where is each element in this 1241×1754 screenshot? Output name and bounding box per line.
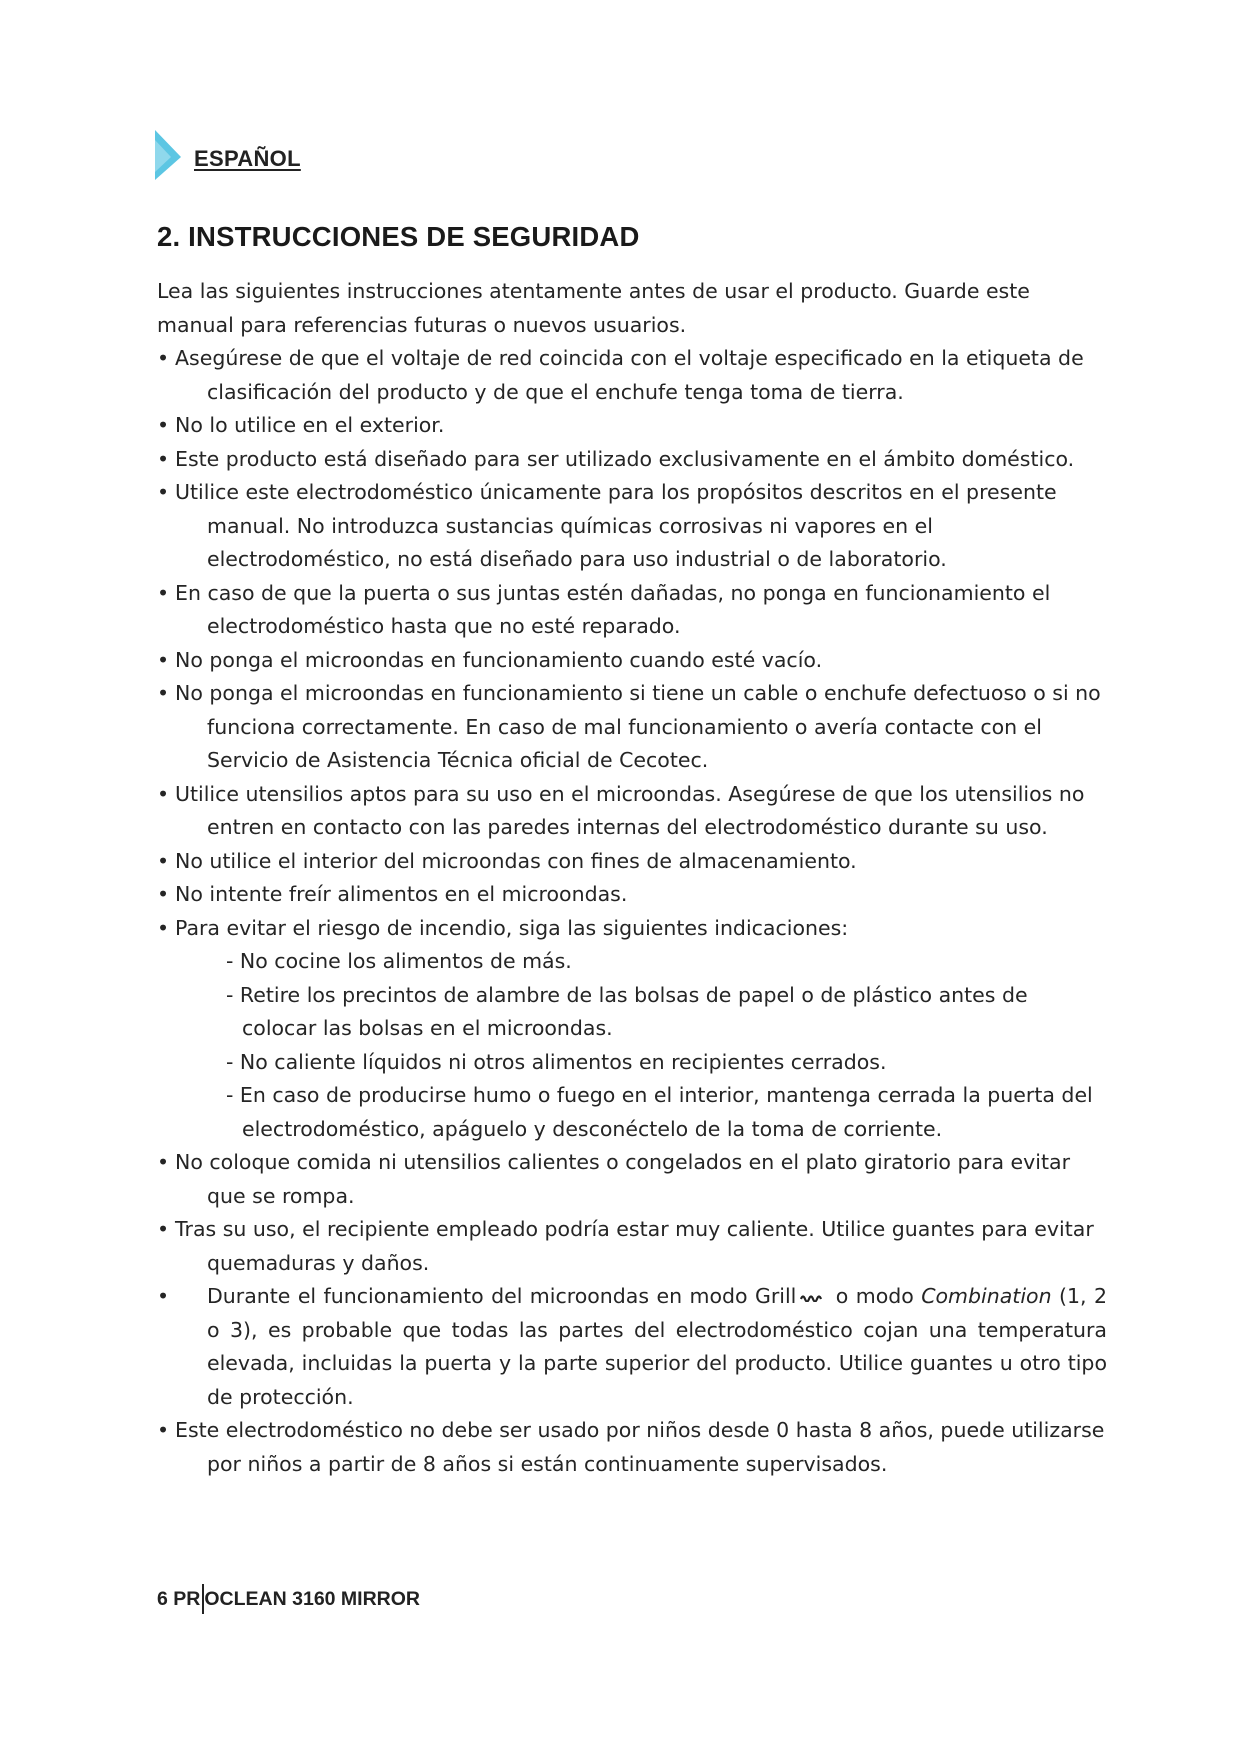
- language-label: ESPAÑOL: [194, 146, 301, 171]
- brand-chevron-icon: [155, 130, 181, 180]
- list-item: • No ponga el microondas en funcionamiento cuando esté vacío.: [157, 647, 823, 672]
- list-item: • Utilice este electrodoméstico únicamente para los propósitos descritos en el presente manual. No introduzca sustancias químicas corrosivas ni vapores en el electrodoméstico, no está diseñado para uso industrial o de laboratorio.: [157, 480, 1057, 571]
- list-item: • Para evitar el riesgo de incendio, siga las siguientes indicaciones:: [157, 915, 849, 940]
- product-name-prefix: PR: [173, 1587, 201, 1610]
- safety-instructions: [157, 275, 1107, 1481]
- list-item: • En caso de que la puerta o sus juntas estén dañadas, no ponga en funcionamiento el electrodoméstico hasta que no esté reparado.: [157, 580, 1051, 638]
- list-item: • No utilice el interior del microondas con fines de almacenamiento.: [157, 848, 857, 873]
- list-item-grill-warning: • Durante el funcionamiento del microondas en modo Grill o modo Combination (1, 2 o 3), es probable que todas las partes del electrodoméstico cojan una temperatura elevada, incluidas la puerta y la parte superior del producto. Utilice guantes u otro tipo de protección.: [157, 1284, 1107, 1409]
- list-item: • Este producto está diseñado para ser utilizado exclusivamente en el ámbito doméstico.: [157, 446, 1075, 471]
- combination-mode-label: Combination: [921, 1284, 1052, 1308]
- list-item: • No ponga el microondas en funcionamiento si tiene un cable o enchufe defectuoso o si no funciona correctamente. En caso de mal funcionamiento o avería contacte con el Servicio de Asistencia Técnica oficial de Cecotec.: [157, 681, 1101, 772]
- sub-list-item: - En caso de producirse humo o fuego en el interior, mantenga cerrada la puerta del electrodoméstico, apáguelo y desconéctelo de la toma de corriente.: [226, 1083, 1093, 1141]
- list-item: • No coloque comida ni utensilios calientes o congelados en el plato giratorio para evitar que se rompa.: [157, 1150, 1070, 1208]
- intro-paragraph: Lea las siguientes instrucciones atentamente antes de usar el producto. Guarde este manual para referencias futuras o nuevos usuarios.: [157, 279, 1030, 337]
- fire-prevention-sublist: [157, 945, 1107, 1146]
- grill-icon: [800, 1292, 824, 1302]
- page-title: 2. INSTRUCCIONES DE SEGURIDAD: [157, 221, 640, 252]
- sub-list-item: - No cocine los alimentos de más.: [226, 949, 572, 973]
- bullet-list: [157, 342, 1107, 945]
- product-name-rest: OCLEAN 3160 MIRROR: [204, 1587, 420, 1610]
- list-item: • Tras su uso, el recipiente empleado podría estar muy caliente. Utilice guantes para evitar quemaduras y daños.: [157, 1217, 1094, 1275]
- page-number: 6: [157, 1587, 168, 1610]
- list-item: • No intente freír alimentos en el microondas.: [157, 882, 628, 906]
- list-item: • No lo utilice en el exterior.: [157, 413, 445, 437]
- sub-list-item: - No caliente líquidos ni otros alimentos en recipientes cerrados.: [226, 1049, 887, 1074]
- sub-list-item: - Retire los precintos de alambre de las bolsas de papel o de plástico antes de colocar las bolsas en el microondas.: [226, 982, 1028, 1040]
- list-item: • Utilice utensilios aptos para su uso en el microondas. Asegúrese de que los utensilios no entren en contacto con las paredes internas del electrodoméstico durante su uso.: [157, 781, 1085, 839]
- list-item: • Asegúrese de que el voltaje de red coincida con el voltaje especificado en la etiqueta de clasificación del producto y de que el enchufe tenga toma de tierra.: [157, 346, 1084, 404]
- list-item: • Este electrodoméstico no debe ser usado por niños desde 0 hasta 8 años, puede utilizarse por niños a partir de 8 años si están continuamente supervisados.: [157, 1418, 1105, 1476]
- bullet-list-continued: [157, 1146, 1107, 1481]
- page-footer: [157, 1584, 420, 1614]
